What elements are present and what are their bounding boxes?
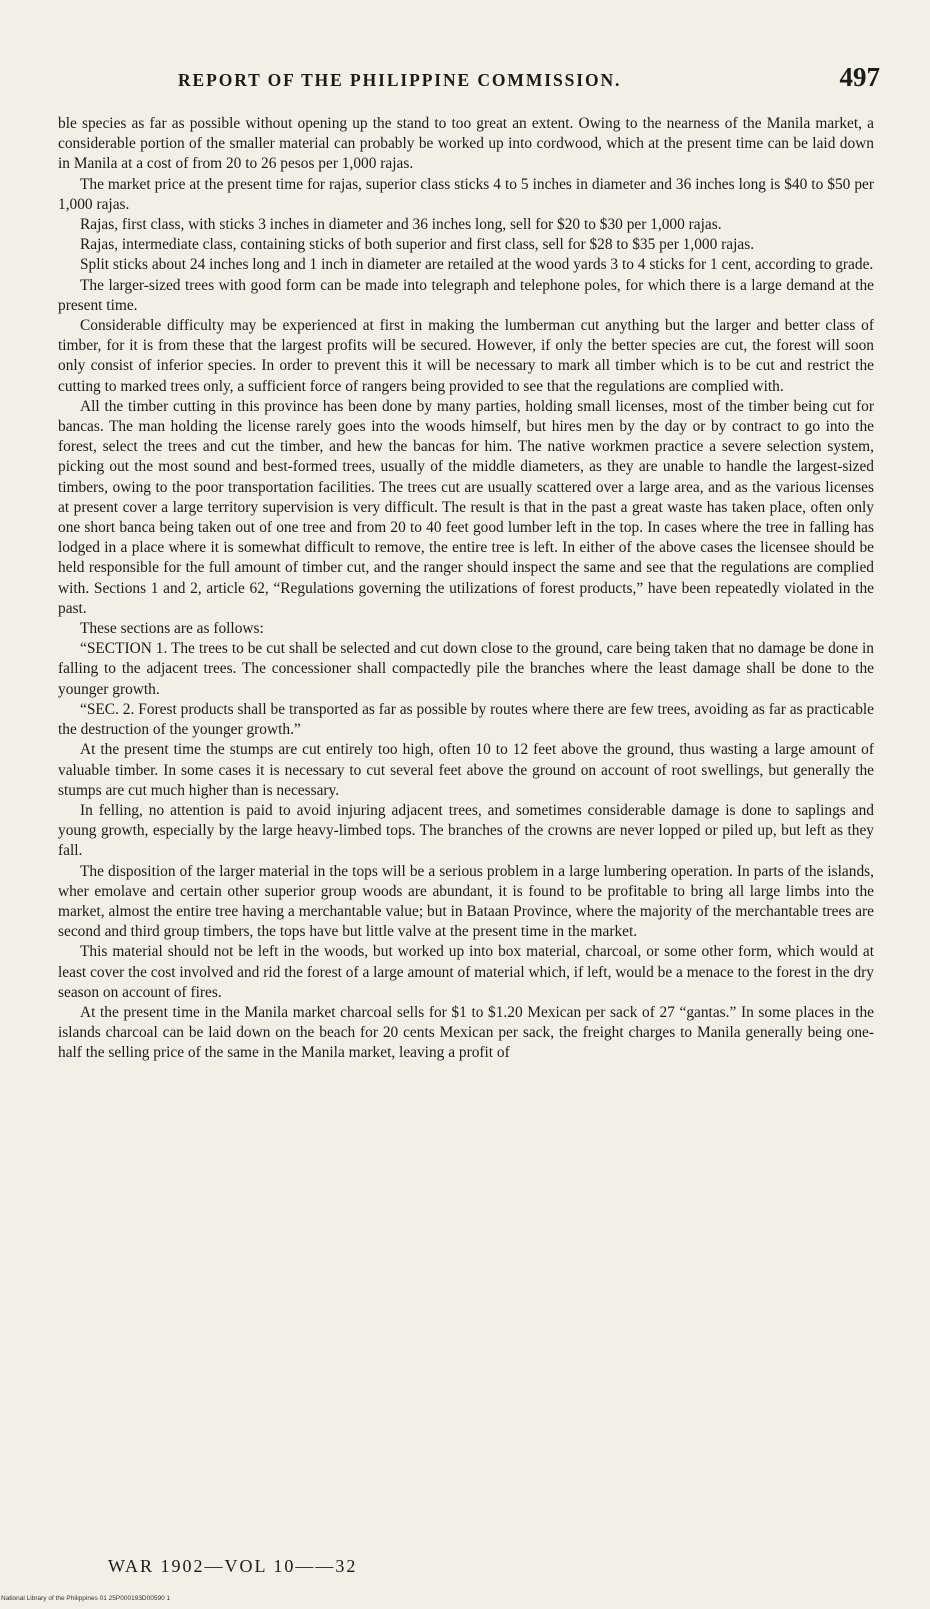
- paragraph-14: The disposition of the larger material in the tops will be a serious problem in a large lumbering operation. In parts of the islands, wher emolave and certain other superior group woods are abundant, it is found to be profitable to bring all large limbs into the market, almost the entire tree having a merchantable value; but in Bataan Province, where the majority of the merchantable trees are second and third group timbers, the tops have but little valve at the present time in the market.: [58, 862, 874, 941]
- paragraph-12: At the present time the stumps are cut entirely too high, often 10 to 12 feet above the ground, thus wasting a large amount of valuable timber. In some cases it is necessary to cut several feet above the ground on account of root swellings, but generally the stumps are cut much higher than is necessary.: [58, 741, 874, 799]
- quoted-section-1: “SECTION 1. The trees to be cut shall be selected and cut down close to the ground, care being taken that no damage be done in falling to the adjacent trees. The concessioner shall compactedly pile the branches where the least damage shall be done to the younger growth.: [58, 640, 874, 698]
- paragraph-13: In felling, no attention is paid to avoid injuring adjacent trees, and sometimes considerable damage is done to saplings and young growth, especially by the large heavy-limbed tops. The branches of the crowns are never lopped or piled up, but left as they fall.: [58, 801, 874, 860]
- paragraph-6: The larger-sized trees with good form can be made into telegraph and telephone poles, for which there is a large demand at the present time.: [58, 276, 874, 314]
- body-text: [58, 114, 874, 1064]
- paragraph-16: At the present time in the Manila market charcoal sells for $1 to $1.20 Mexican per sack of 27 “gantas.” In some places in the islands charcoal can be laid down on the beach for 20 cents Mexican per sack, the freight charges to Manila generally being one-half the selling price of the same in the Manila market, leaving a profit of: [58, 1003, 874, 1062]
- page-number: 497: [839, 62, 880, 92]
- library-imprint: National Library of the Philippines 01 25P000193D00590 1: [1, 1595, 171, 1602]
- quoted-section-2: “SEC. 2. Forest products shall be transported as far as possible by routes where there are few trees, avoiding as far as practicable the destruction of the younger growth.”: [58, 700, 874, 739]
- running-head: [178, 62, 888, 102]
- paragraph-2: The market price at the present time for rajas, superior class sticks 4 to 5 inches in diameter and 36 inches long is $40 to $50 per 1,000 rajas.: [58, 175, 874, 213]
- paragraph-3: Rajas, first class, with sticks 3 inches in diameter and 36 inches long, sell for $20 to $30 per 1,000 rajas.: [80, 216, 722, 234]
- running-title: REPORT OF THE PHILIPPINE COMMISSION.: [178, 70, 622, 90]
- paragraph-7: Considerable difficulty may be experienced at first in making the lumberman cut anything but the larger and better class of timber, for it is from these that the largest profits will be secured. However, if only the better species are cut, the forest will soon only consist of inferior species. In order to prevent this it will be necessary to mark all timber which is to be cut and restrict the cutting to marked trees only, a sufficient force of rangers being provided to see that the regulations are complied with.: [58, 317, 874, 395]
- paragraph-5: Split sticks about 24 inches long and 1 inch in diameter are retailed at the wood yards 3 to 4 sticks for 1 cent, according to grade.: [80, 256, 874, 274]
- paragraph-1: ble species as far as possible without opening up the stand to too great an extent. Owing to the nearness of the Manila market, a considerable portion of the smaller material can probably be worked up into cordwood, which at the present time can be laid down in Manila at a cost of from 20 to 26 pesos per 1,000 rajas.: [58, 115, 874, 173]
- paragraph-4: Rajas, intermediate class, containing sticks of both superior and first class, sell for $28 to $35 per 1,000 rajas.: [80, 236, 755, 254]
- paragraph-9: These sections are as follows:: [80, 620, 264, 638]
- paragraph-8: All the timber cutting in this province has been done by many parties, holding small licenses, most of the timber being cut for bancas. The man holding the license rarely goes into the woods himself, but hires men by the day or by contract to go into the forest, select the trees and cut the timber, and hew the bancas for him. The native workmen practice a severe selection system, picking out the most sound and best-formed trees, usually of the middle diameters, as they are unable to handle the largest-sized timbers, owing to the poor transportation facilities. The trees cut are usually scattered over a large area, and as the various licenses at present cover a large territory supervision is very difficult. The result is that in the past a great waste has taken place, often only one short banca being taken out of one tree and from 20 to 40 feet good lumber left in the top. In cases where the tree in falling has lodged in a place where it is somewhat difficult to remove, the entire tree is left. In either of the above cases the licensee should be held responsible for the full amount of timber cut, and the ranger should inspect the same and see that the regulations are complied with. Sections 1 and 2, article 62, “Regulations governing the utilizations of forest products,” have been repeatedly violated in the past.: [58, 397, 874, 617]
- signature-mark: WAR 1902—VOL 10——32: [108, 1556, 358, 1576]
- paragraph-15: This material should not be left in the woods, but worked up into box material, charcoal, or some other form, which would at least cover the cost involved and rid the forest of a large amount of material which, if left, would be a menace to the forest in the dry season on account of fires.: [58, 943, 874, 1001]
